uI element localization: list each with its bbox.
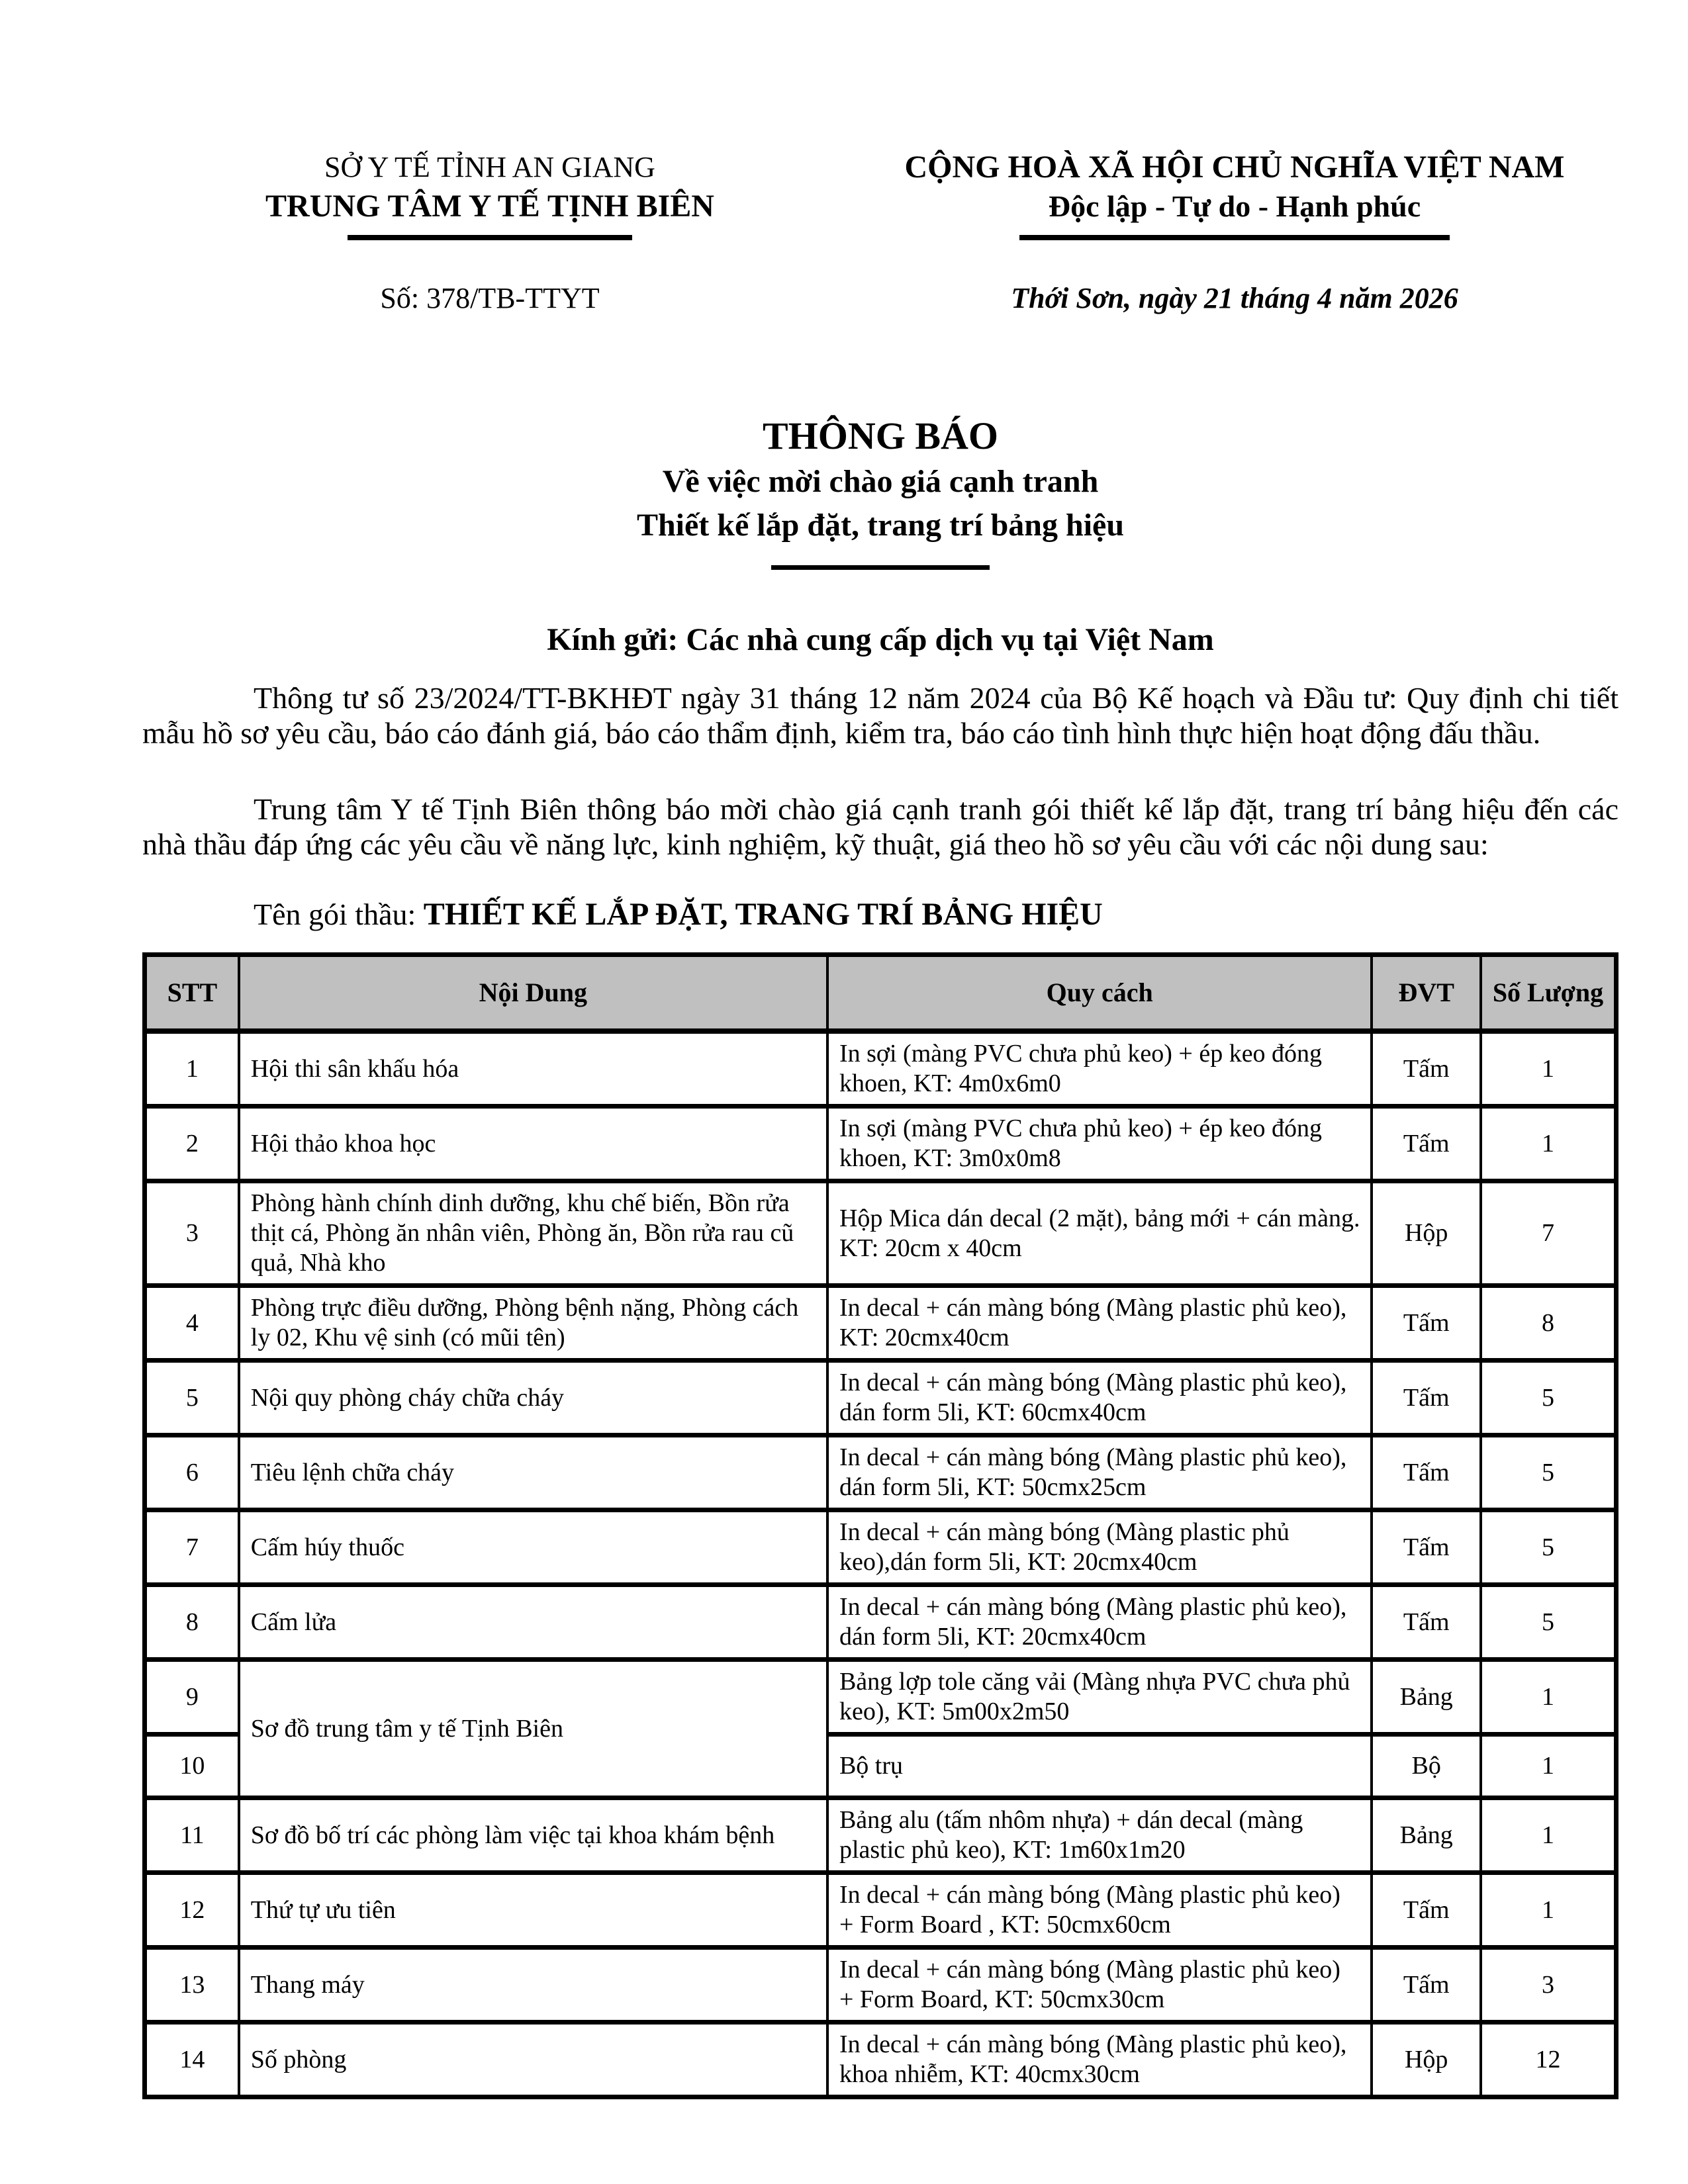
- document-meta: [142, 281, 1618, 315]
- cell-stt: 1: [145, 1031, 239, 1107]
- items-table-head: [145, 955, 1617, 1032]
- cell-stt: 2: [145, 1107, 239, 1181]
- body-paragraph-2: Trung tâm Y tế Tịnh Biên thông báo mời chào giá cạnh tranh gói thiết kế lắp đặt, trang trí bảng hiệu đến các nhà thầu đáp ứng các yêu cầu về năng lực, kinh nghiệm, kỹ thuật, giá theo hồ sơ yêu cầu với các nội dung sau:: [142, 792, 1618, 861]
- table-row: [145, 1585, 1617, 1660]
- cell-quy-cach: Bảng lợp tole căng vải (Màng nhựa PVC chưa phủ keo), KT: 5m00x2m50: [827, 1660, 1372, 1735]
- table-row: [145, 1181, 1617, 1286]
- table-row: [145, 1948, 1617, 2023]
- package-label: Tên gói thầu:: [254, 897, 424, 931]
- cell-so-luong: 1: [1481, 1660, 1617, 1735]
- cell-noi-dung: Sơ đồ trung tâm y tế Tịnh Biên: [239, 1660, 827, 1798]
- cell-noi-dung: Phòng trực điều dưỡng, Phòng bệnh nặng, Phòng cách ly 02, Khu vệ sinh (có mũi tên): [239, 1286, 827, 1361]
- cell-dvt: Hộp: [1372, 2023, 1481, 2097]
- cell-stt: 9: [145, 1660, 239, 1735]
- package-name-line: [142, 896, 1618, 933]
- cell-so-luong: 5: [1481, 1510, 1617, 1585]
- cell-stt: 3: [145, 1181, 239, 1286]
- cell-quy-cach: In decal + cán màng bóng (Màng plastic phủ keo) + Form Board , KT: 50cmx60cm: [827, 1873, 1372, 1948]
- cell-so-luong: 12: [1481, 2023, 1617, 2097]
- cell-stt: 12: [145, 1873, 239, 1948]
- cell-quy-cach: In decal + cán màng bóng (Màng plastic phủ keo), khoa nhiễm, KT: 40cmx30cm: [827, 2023, 1372, 2097]
- cell-quy-cach: In decal + cán màng bóng (Màng plastic phủ keo), KT: 20cmx40cm: [827, 1286, 1372, 1361]
- cell-quy-cach: Hộp Mica dán decal (2 mặt), bảng mới + cán màng. KT: 20cm x 40cm: [827, 1181, 1372, 1286]
- parent-org-name: SỞ Y TẾ TỈNH AN GIANG: [324, 151, 655, 183]
- cell-quy-cach: In sợi (màng PVC chưa phủ keo) + ép keo đóng khoen, KT: 3m0x0m8: [827, 1107, 1372, 1181]
- cell-stt: 7: [145, 1510, 239, 1585]
- cell-dvt: Hộp: [1372, 1181, 1481, 1286]
- table-row: [145, 1361, 1617, 1435]
- cell-so-luong: 5: [1481, 1435, 1617, 1510]
- cell-dvt: Tấm: [1372, 1873, 1481, 1948]
- body-paragraph-1: Thông tư số 23/2024/TT-BKHĐT ngày 31 tháng 12 năm 2024 của Bộ Kế hoạch và Đầu tư: Quy định chi tiết mẫu hồ sơ yêu cầu, báo cáo đánh giá, báo cáo thẩm định, kiểm tra, báo cáo tình hình thực hiện hoạt động đấu thầu.: [142, 681, 1618, 750]
- cell-quy-cach: In decal + cán màng bóng (Màng plastic phủ keo),dán form 5li, KT: 20cmx40cm: [827, 1510, 1372, 1585]
- table-row: [145, 1660, 1617, 1735]
- column-header-so-luong: Số Lượng: [1481, 955, 1617, 1032]
- national-header: [142, 149, 1618, 240]
- cell-dvt: Tấm: [1372, 1948, 1481, 2023]
- document-subtitle-2: Thiết kế lắp đặt, trang trí bảng hiệu: [636, 508, 1125, 543]
- title-separator: [771, 565, 990, 570]
- table-row: [145, 1286, 1617, 1361]
- table-row: [145, 1107, 1617, 1181]
- cell-stt: 8: [145, 1585, 239, 1660]
- package-name: THIẾT KẾ LẮP ĐẶT, TRANG TRÍ BẢNG HIỆU: [423, 897, 1103, 932]
- cell-noi-dung: Phòng hành chính dinh dưỡng, khu chế biến, Bồn rửa thịt cá, Phòng ăn nhân viên, Phòng ăn, Bồn rửa rau cũ quả, Nhà kho: [239, 1181, 827, 1286]
- cell-noi-dung: Hội thảo khoa học: [239, 1107, 827, 1181]
- document-subtitle-1: Về việc mời chào giá cạnh tranh: [662, 464, 1099, 499]
- cell-quy-cach: In decal + cán màng bóng (Màng plastic phủ keo), dán form 5li, KT: 20cmx40cm: [827, 1585, 1372, 1660]
- items-table-body: [145, 1031, 1617, 2097]
- cell-noi-dung: Thang máy: [239, 1948, 827, 2023]
- cell-so-luong: 1: [1481, 1873, 1617, 1948]
- cell-stt: 5: [145, 1361, 239, 1435]
- table-row: [145, 1435, 1617, 1510]
- document-title-block: [142, 414, 1618, 570]
- cell-quy-cach: Bộ trụ: [827, 1735, 1372, 1798]
- cell-dvt: Bảng: [1372, 1798, 1481, 1873]
- cell-stt: 10: [145, 1735, 239, 1798]
- document-title: THÔNG BÁO: [762, 414, 999, 457]
- table-header-row: [145, 955, 1617, 1032]
- salutation-line: Kính gửi: Các nhà cung cấp dịch vụ tại Việt Nam: [547, 622, 1214, 657]
- cell-noi-dung: Nội quy phòng cháy chữa cháy: [239, 1361, 827, 1435]
- cell-dvt: Tấm: [1372, 1031, 1481, 1107]
- cell-quy-cach: In decal + cán màng bóng (Màng plastic phủ keo) + Form Board, KT: 50cmx30cm: [827, 1948, 1372, 2023]
- table-row: [145, 2023, 1617, 2097]
- cell-dvt: Bảng: [1372, 1660, 1481, 1735]
- cell-so-luong: 5: [1481, 1585, 1617, 1660]
- cell-stt: 6: [145, 1435, 239, 1510]
- cell-dvt: Tấm: [1372, 1286, 1481, 1361]
- table-row: [145, 1873, 1617, 1948]
- cell-noi-dung: Cấm húy thuốc: [239, 1510, 827, 1585]
- cell-so-luong: 7: [1481, 1181, 1617, 1286]
- motto-underline: [1019, 235, 1450, 240]
- cell-noi-dung: Số phòng: [239, 2023, 827, 2097]
- cell-quy-cach: Bảng alu (tấm nhôm nhựa) + dán decal (màng plastic phủ keo), KT: 1m60x1m20: [827, 1798, 1372, 1873]
- cell-dvt: Tấm: [1372, 1361, 1481, 1435]
- cell-dvt: Tấm: [1372, 1107, 1481, 1181]
- cell-noi-dung: Tiêu lệnh chữa cháy: [239, 1435, 827, 1510]
- cell-stt: 14: [145, 2023, 239, 2097]
- cell-so-luong: 8: [1481, 1286, 1617, 1361]
- items-table: [142, 952, 1618, 2099]
- issuing-org-block: [142, 149, 837, 240]
- cell-so-luong: 1: [1481, 1107, 1617, 1181]
- national-title: CỘNG HOÀ XÃ HỘI CHỦ NGHĨA VIỆT NAM: [904, 150, 1565, 185]
- column-header-quy-cach: Quy cách: [827, 955, 1372, 1032]
- table-row: [145, 1510, 1617, 1585]
- cell-noi-dung: Hội thi sân khấu hóa: [239, 1031, 827, 1107]
- cell-dvt: Bộ: [1372, 1735, 1481, 1798]
- cell-quy-cach: In decal + cán màng bóng (Màng plastic phủ keo), dán form 5li, KT: 50cmx25cm: [827, 1435, 1372, 1510]
- national-motto-block: [851, 149, 1618, 240]
- column-header-dvt: ĐVT: [1372, 955, 1481, 1032]
- cell-stt: 4: [145, 1286, 239, 1361]
- cell-so-luong: 3: [1481, 1948, 1617, 2023]
- cell-dvt: Tấm: [1372, 1435, 1481, 1510]
- cell-quy-cach: In sợi (màng PVC chưa phủ keo) + ép keo đóng khoen, KT: 4m0x6m0: [827, 1031, 1372, 1107]
- cell-so-luong: 5: [1481, 1361, 1617, 1435]
- cell-so-luong: 1: [1481, 1735, 1617, 1798]
- cell-noi-dung: Cấm lửa: [239, 1585, 827, 1660]
- cell-stt: 13: [145, 1948, 239, 2023]
- issuing-org-name: TRUNG TÂM Y TẾ TỊNH BIÊN: [265, 189, 714, 224]
- cell-quy-cach: In decal + cán màng bóng (Màng plastic phủ keo), dán form 5li, KT: 60cmx40cm: [827, 1361, 1372, 1435]
- org-underline: [348, 235, 632, 240]
- cell-stt: 11: [145, 1798, 239, 1873]
- cell-so-luong: 1: [1481, 1031, 1617, 1107]
- cell-noi-dung: Thứ tự ưu tiên: [239, 1873, 827, 1948]
- cell-dvt: Tấm: [1372, 1510, 1481, 1585]
- cell-so-luong: 1: [1481, 1798, 1617, 1873]
- document-number: Số: 378/TB-TTYT: [380, 282, 600, 314]
- column-header-stt: STT: [145, 955, 239, 1032]
- column-header-noi-dung: Nội Dung: [239, 955, 827, 1032]
- national-motto: Độc lập - Tự do - Hạnh phúc: [1048, 189, 1421, 223]
- cell-dvt: Tấm: [1372, 1585, 1481, 1660]
- table-row: [145, 1798, 1617, 1873]
- place-and-date: Thới Sơn, ngày 21 tháng 4 năm 2026: [1011, 282, 1458, 314]
- cell-noi-dung: Sơ đồ bố trí các phòng làm việc tại khoa khám bệnh: [239, 1798, 827, 1873]
- table-row: [145, 1031, 1617, 1107]
